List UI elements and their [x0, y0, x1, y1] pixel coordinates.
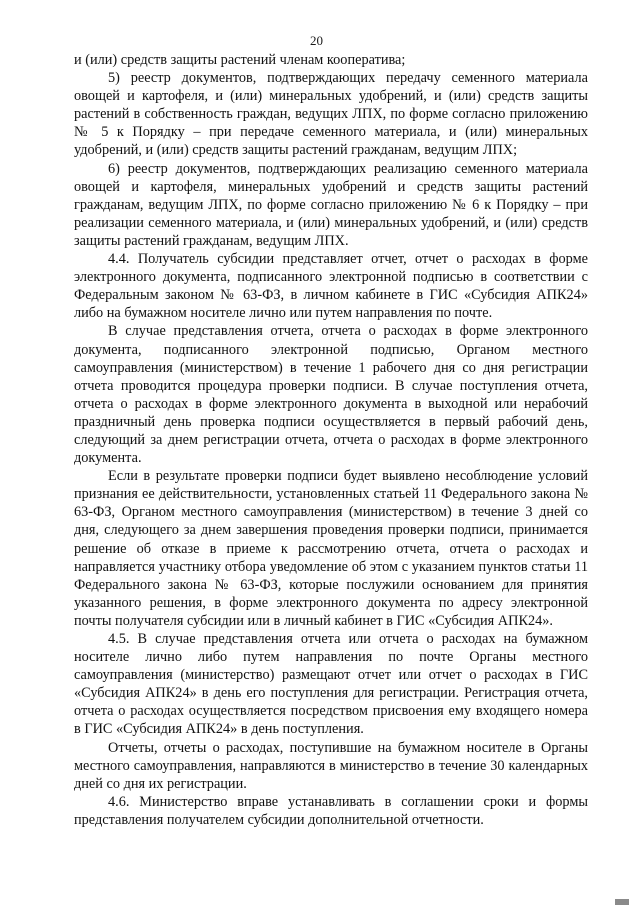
- paragraph-signature-check: Если в результате проверки подписи будет выявлено несоблюдение условий признания ее действительности, установленных статьей 11 Федерального закона № 63-ФЗ, Органом местного самоуправления (министерством) в течение 3 дней со дня, следующего за днем завершения проведения проверки подписи, принимается решение об отказе в приеме к рассмотрению отчета, отчета о расходах и направляется участнику отбора уведомление об этом с указанием пунктов статьи 11 Федерального закона № 63-ФЗ, которые послужили основанием для принятия указанного решения, в форме электронного документа по адресу электронной почты получателя субсидии или в личный кабинет в ГИС «Субсидия АПК24».: [74, 468, 588, 629]
- document-body: [74, 51, 588, 829]
- paragraph-paper-reports: Отчеты, отчеты о расходах, поступившие на бумажном носителе в Органы местного самоуправления, направляются в министерство в течение 30 календарных дней со дня их регистрации.: [74, 739, 588, 792]
- paragraph-continuation: и (или) средств защиты растений членам кооператива;: [74, 52, 406, 68]
- paragraph-electronic-report: В случае представления отчета, отчета о расходах в форме электронного документа, подписанного электронной подписью, Органом местного самоуправления (министерством) в течение 1 рабочего дня со дня регистрации отчета проводится процедура проверки подписи. В случае поступления отчета, отчета о расходах в форме электронного документа в выходной или нерабочий праздничный день проверка подписи осуществляется в первый рабочий день, следующий за днем регистрации отчета, отчета о расходах в форме электронного документа.: [74, 323, 588, 467]
- scan-edge-mark: [615, 899, 629, 905]
- page-number: 20: [310, 33, 323, 48]
- paragraph-item-6: 6) реестр документов, подтверждающих реализацию семенного материала овощей и картофеля, минеральных удобрений и средств защиты растений гражданам, ведущим ЛПХ, по форме согласно приложению № 6 к Порядку – при реализации семенного материала, и (или) минеральных удобрений, и (или) средств защиты растений гражданам, ведущим ЛПХ.: [74, 160, 588, 249]
- paragraph-4-5: 4.5. В случае представления отчета или отчета о расходах на бумажном носителе лично либо путем направления по почте Органы местного самоуправления (министерство) размещают отчет или отчет о расходах в ГИС «Субсидия АПК24» в день его поступления для регистрации. Регистрация отчета, отчета о расходах осуществляется посредством присвоения ему входящего номера в ГИС «Субсидия АПК24» в день поступления.: [74, 631, 588, 738]
- paragraph-4-4: 4.4. Получатель субсидии представляет отчет, отчет о расходах в форме электронного документа, подписанного электронной подписью в соответствии с Федеральным законом № 63-ФЗ, в личном кабинете в ГИС «Субсидия АПК24» либо на бумажном носителе лично или путем направления по почте.: [74, 251, 588, 322]
- paragraph-item-5: 5) реестр документов, подтверждающих передачу семенного материала овощей и картофеля, и (или) минеральных удобрений, и (или) средств защиты растений в собственность граждан, ведущих ЛПХ, по форме согласно приложению № 5 к Порядку – при передаче семенного материала, и (или) минеральных удобрений, и (или) средств защиты растений гражданам, ведущим ЛПХ;: [74, 70, 588, 159]
- paragraph-4-6: 4.6. Министерство вправе устанавливать в соглашении сроки и формы представления получателем субсидии дополнительной отчетности.: [74, 793, 588, 828]
